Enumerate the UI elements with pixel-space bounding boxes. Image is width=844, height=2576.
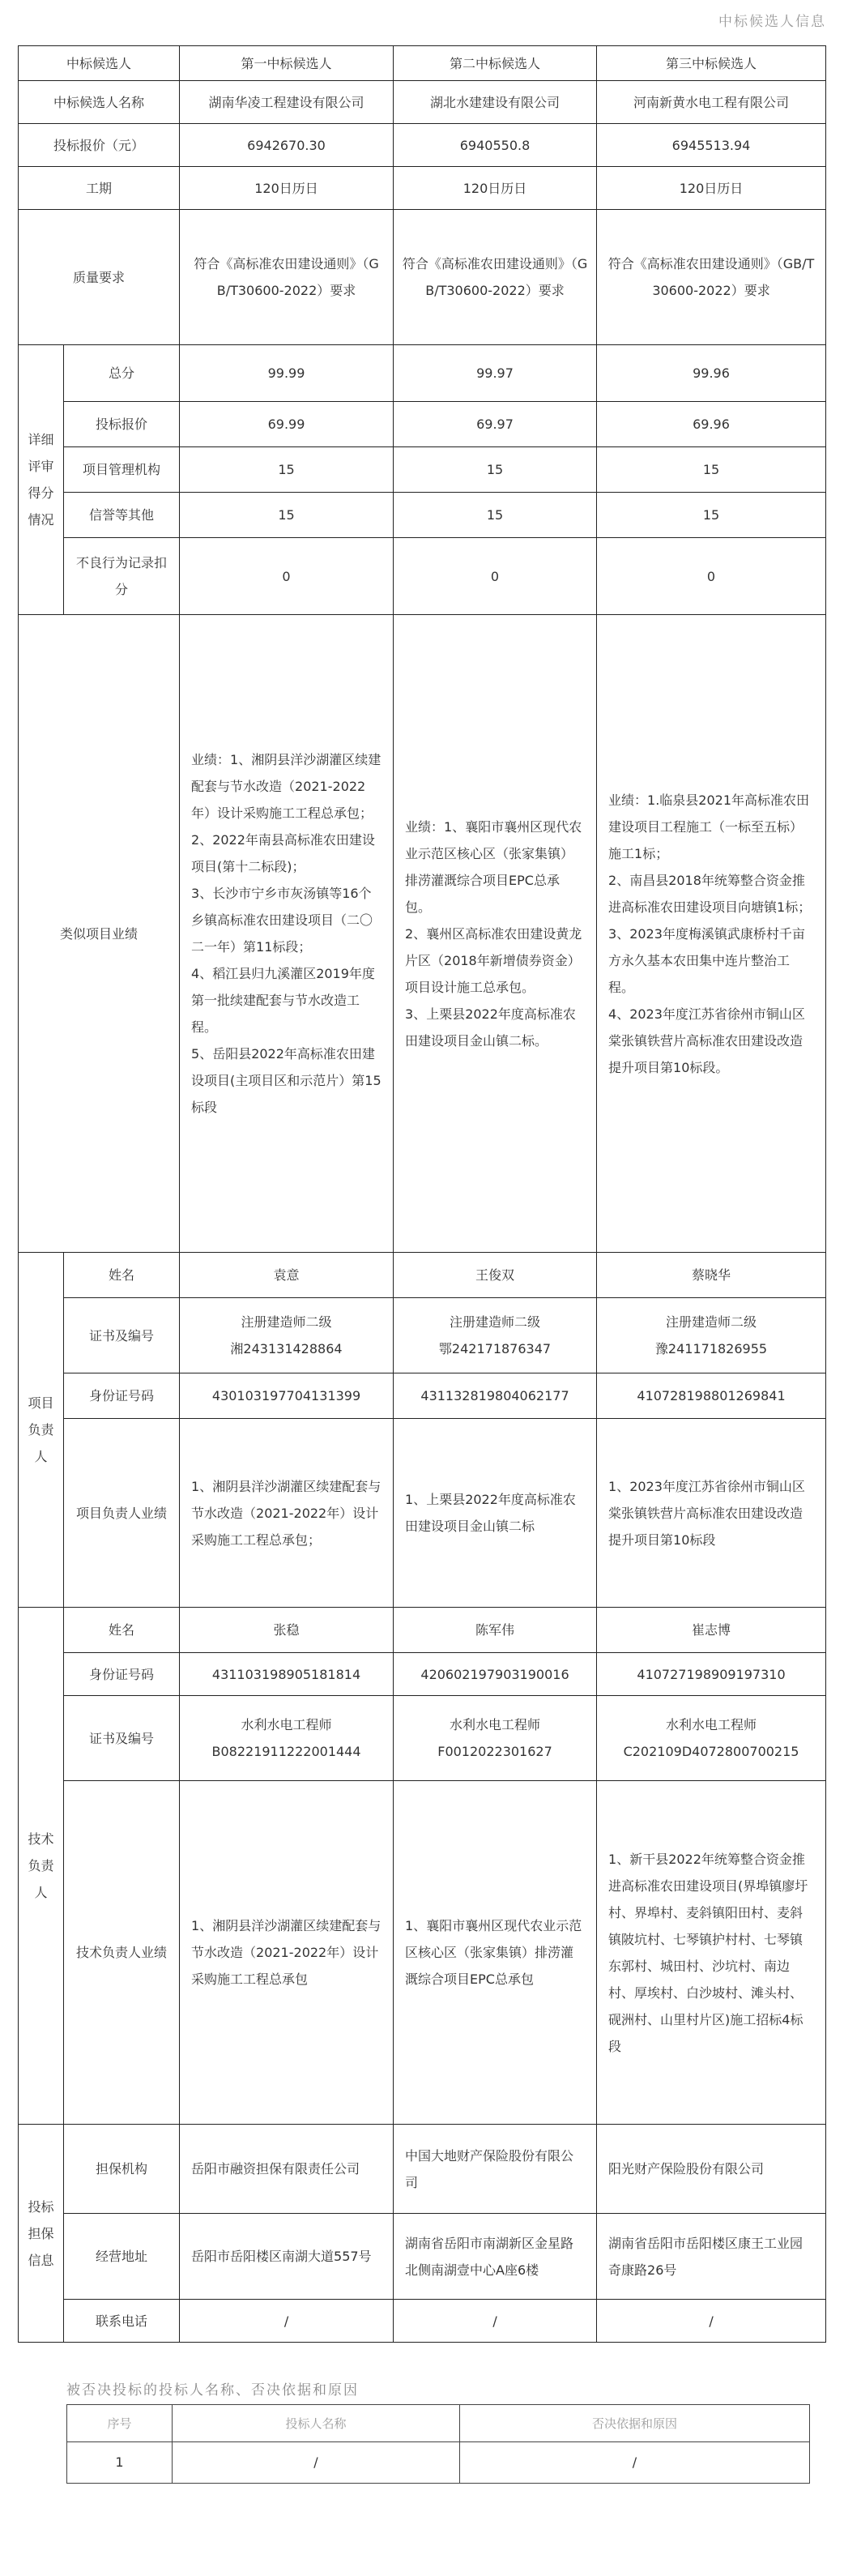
performance-text: 业绩：1、湘阴县洋沙湖灌区续建配套与节水改造（2021-2022年）设计采购施工工程总承包； 2、2022年南县高标准农田建设项目(第十二标段)； 3、长沙市宁乡市灰汤镇等16个乡镇高标准农田建设项目（二〇二一年）第11标段； 4、稻江县归九溪灌区2019年度第一批续建配套与节水改造工程。 5、岳阳县2022年高标准农田建设项目(主项目区和示范片）第15标段 <box>180 615 394 1253</box>
guarantee-phone: / <box>394 2300 597 2343</box>
certificate-text: 水利水电工程师 F0012022301627 <box>394 1696 597 1781</box>
performance-text: 1、襄阳市襄州区现代农业示范区核心区（张家集镇）排涝灌溉综合项目EPC总承包 <box>394 1781 597 2125</box>
certificate-text: 注册建造师二级 鄂242171876347 <box>394 1298 597 1373</box>
rejected-header-row <box>67 2405 810 2442</box>
field-label: 姓名 <box>64 1253 180 1298</box>
person-name: 袁意 <box>180 1253 394 1298</box>
score-value: 0 <box>180 538 394 615</box>
score-value: 99.97 <box>394 345 597 402</box>
id-number: 431103198905181814 <box>180 1653 394 1696</box>
performance-text: 业绩：1.临泉县2021年高标准农田建设项目工程施工（一标至五标）施工1标； 2、南昌县2018年统筹整合资金推进高标准农田建设项目向塘镇1标； 3、2023年度梅溪镇武康桥村千亩方永久基本农田集中连片整治工程。 4、2023年度江苏省徐州市铜山区棠张镇铁营片高标准农田建设改造提升项目第10标段。 <box>597 615 826 1253</box>
project-leader-certificate-row <box>19 1298 826 1373</box>
score-value: 15 <box>180 493 394 538</box>
row-label: 类似项目业绩 <box>19 615 180 1253</box>
guarantee-address: 湖南省岳阳市南湖新区金星路北侧南湖壹中心A座6楼 <box>394 2214 597 2300</box>
person-name: 张稳 <box>180 1608 394 1653</box>
bid-price: 6942670.30 <box>180 124 394 167</box>
tech-leader-performance-row <box>19 1781 826 2125</box>
duration: 120日历日 <box>180 167 394 210</box>
performance-text: 业绩：1、襄阳市襄州区现代农业示范区核心区（张家集镇）排涝灌溉综合项目EPC总承包。 2、襄州区高标准农田建设黄龙片区（2018年新增债券资金）项目设计施工总承包。 3、上栗县2022年度高标准农田建设项目金山镇二标。 <box>394 615 597 1253</box>
score-value: 99.99 <box>180 345 394 402</box>
id-number: 410727198909197310 <box>597 1653 826 1696</box>
project-leader-group-label: 项目负责人 <box>19 1253 64 1608</box>
score-label: 不良行为记录扣分 <box>64 538 180 615</box>
guarantee-phone: / <box>180 2300 394 2343</box>
score-label: 信誉等其他 <box>64 493 180 538</box>
tech-leader-certificate-row <box>19 1696 826 1781</box>
performance-text: 1、湘阴县洋沙湖灌区续建配套与节水改造（2021-2022年）设计采购施工工程总承包； <box>180 1419 394 1608</box>
guarantee-agency: 岳阳市融资担保有限责任公司 <box>180 2125 394 2214</box>
header-row <box>19 46 826 81</box>
field-label: 技术负责人业绩 <box>64 1781 180 2125</box>
person-name: 蔡晓华 <box>597 1253 826 1298</box>
score-value: 15 <box>394 493 597 538</box>
performance-text: 1、新干县2022年统筹整合资金推进高标准农田建设项目(界埠镇廖圩村、界埠村、麦斜镇阳田村、麦斜镇陂坑村、七琴镇护村村、七琴镇东郭村、城田村、沙坑村、南边村、厚埃村、白沙坡村、滩头村、砚洲村、山里村片区)施工招标4标段 <box>597 1781 826 2125</box>
candidate-name: 河南新黄水电工程有限公司 <box>597 81 826 124</box>
field-label: 证书及编号 <box>64 1298 180 1373</box>
quality-requirement: 符合《高标准农田建设通则》（GB/T30600-2022）要求 <box>597 210 826 345</box>
column-header: 投标人名称 <box>173 2405 460 2442</box>
bid-price: 6945513.94 <box>597 124 826 167</box>
certificate-text: 注册建造师二级 湘243131428864 <box>180 1298 394 1373</box>
performance-text: 1、上栗县2022年度高标准农田建设项目金山镇二标 <box>394 1419 597 1608</box>
field-label: 身份证号码 <box>64 1653 180 1696</box>
score-value: 15 <box>180 447 394 493</box>
guarantee-agency: 中国大地财产保险股份有限公司 <box>394 2125 597 2214</box>
header-label: 中标候选人 <box>19 46 180 81</box>
score-value: 0 <box>597 538 826 615</box>
field-label: 身份证号码 <box>64 1373 180 1419</box>
row-label: 质量要求 <box>19 210 180 345</box>
row-label: 工期 <box>19 167 180 210</box>
table-cell: / <box>460 2442 810 2484</box>
quality-row <box>19 210 826 345</box>
score-value: 15 <box>597 447 826 493</box>
guarantee-group-label: 投标担保信息 <box>19 2125 64 2343</box>
field-label: 项目负责人业绩 <box>64 1419 180 1608</box>
bid-candidates-table <box>18 45 826 2343</box>
id-number: 410728198801269841 <box>597 1373 826 1419</box>
table-row <box>67 2442 810 2484</box>
field-label: 经营地址 <box>64 2214 180 2300</box>
field-label: 姓名 <box>64 1608 180 1653</box>
certificate-text: 水利水电工程师 C202109D4072800700215 <box>597 1696 826 1781</box>
performance-text: 1、湘阴县洋沙湖灌区续建配套与节水改造（2021-2022年）设计采购施工工程总承包 <box>180 1781 394 2125</box>
candidate-name: 湖北水建建设有限公司 <box>394 81 597 124</box>
score-row <box>19 538 826 615</box>
candidate-name-row <box>19 81 826 124</box>
score-value: 15 <box>597 493 826 538</box>
field-label: 担保机构 <box>64 2125 180 2214</box>
performance-text: 1、2023年度江苏省徐州市铜山区棠张镇铁营片高标准农田建设改造提升项目第10标段 <box>597 1419 826 1608</box>
performance-row <box>19 615 826 1253</box>
certificate-text: 水利水电工程师 B08221911222001444 <box>180 1696 394 1781</box>
id-number: 420602197903190016 <box>394 1653 597 1696</box>
score-label: 投标报价 <box>64 402 180 447</box>
id-number: 431132819804062177 <box>394 1373 597 1419</box>
tech-leader-id-row <box>19 1653 826 1696</box>
candidate-name: 湖南华凌工程建设有限公司 <box>180 81 394 124</box>
tech-leader-name-row <box>19 1608 826 1653</box>
score-value: 69.99 <box>180 402 394 447</box>
guarantee-address: 岳阳市岳阳楼区南湖大道557号 <box>180 2214 394 2300</box>
page-heading: 中标候选人信息 <box>718 14 826 30</box>
score-value: 0 <box>394 538 597 615</box>
tech-leader-group-label: 技术负责人 <box>19 1608 64 2125</box>
quality-requirement: 符合《高标准农田建设通则》（GB/T30600-2022）要求 <box>394 210 597 345</box>
row-label: 投标报价（元） <box>19 124 180 167</box>
score-value: 69.96 <box>597 402 826 447</box>
score-row <box>19 447 826 493</box>
table-cell: / <box>173 2442 460 2484</box>
project-leader-performance-row <box>19 1419 826 1608</box>
candidate-3-header: 第三中标候选人 <box>597 46 826 81</box>
guarantee-agency: 阳光财产保险股份有限公司 <box>597 2125 826 2214</box>
score-value: 99.96 <box>597 345 826 402</box>
certificate-text: 注册建造师二级 豫241171826955 <box>597 1298 826 1373</box>
field-label: 联系电话 <box>64 2300 180 2343</box>
duration: 120日历日 <box>394 167 597 210</box>
duration: 120日历日 <box>597 167 826 210</box>
row-label: 中标候选人名称 <box>19 81 180 124</box>
score-row <box>19 345 826 402</box>
bid-price-row <box>19 124 826 167</box>
column-header: 否决依据和原因 <box>460 2405 810 2442</box>
score-group-label: 详细评审得分情况 <box>19 345 64 615</box>
guarantee-address: 湖南省岳阳市岳阳楼区康王工业园奇康路26号 <box>597 2214 826 2300</box>
table-cell: 1 <box>67 2442 173 2484</box>
rejected-bidders-table <box>66 2404 810 2484</box>
guarantee-agency-row <box>19 2125 826 2214</box>
project-leader-name-row <box>19 1253 826 1298</box>
score-value: 15 <box>394 447 597 493</box>
field-label: 证书及编号 <box>64 1696 180 1781</box>
score-label: 总分 <box>64 345 180 402</box>
candidate-2-header: 第二中标候选人 <box>394 46 597 81</box>
duration-row <box>19 167 826 210</box>
score-label: 项目管理机构 <box>64 447 180 493</box>
guarantee-phone-row <box>19 2300 826 2343</box>
rejected-section-title: 被否决投标的投标人名称、否决依据和原因 <box>66 2382 359 2399</box>
id-number: 430103197704131399 <box>180 1373 394 1419</box>
guarantee-address-row <box>19 2214 826 2300</box>
project-leader-id-row <box>19 1373 826 1419</box>
person-name: 崔志博 <box>597 1608 826 1653</box>
candidate-1-header: 第一中标候选人 <box>180 46 394 81</box>
person-name: 王俊双 <box>394 1253 597 1298</box>
score-row <box>19 493 826 538</box>
person-name: 陈军伟 <box>394 1608 597 1653</box>
score-value: 69.97 <box>394 402 597 447</box>
score-row <box>19 402 826 447</box>
quality-requirement: 符合《高标准农田建设通则》（GB/T30600-2022）要求 <box>180 210 394 345</box>
guarantee-phone: / <box>597 2300 826 2343</box>
bid-price: 6940550.8 <box>394 124 597 167</box>
column-header: 序号 <box>67 2405 173 2442</box>
